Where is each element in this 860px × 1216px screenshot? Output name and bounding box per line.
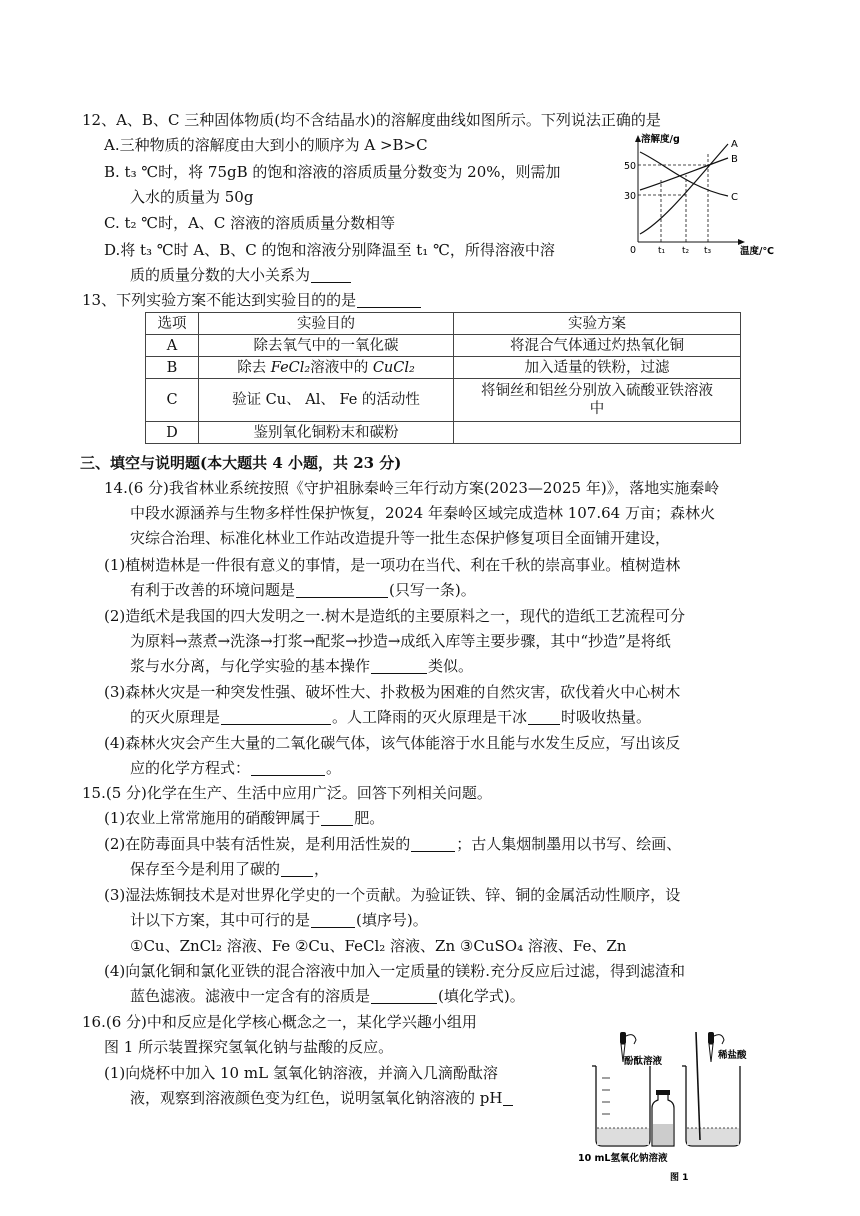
graph-t2: t₂ xyxy=(682,246,690,256)
q12-option-b-line1: B. t₃ ℃时，将 75gB 的饱和溶液的溶质质量分数变为 20%，则需加 xyxy=(104,163,561,181)
figure-1 xyxy=(578,1028,778,1188)
answer-blank[interactable] xyxy=(296,583,388,598)
q12-option-b-line2: 入水的质量为 50g xyxy=(130,188,254,206)
table-cell: B xyxy=(146,357,199,379)
table-header: 实验目的 xyxy=(199,313,454,335)
graph-xlabel: 温度/℃ xyxy=(740,246,774,257)
q14-part2-line3: 浆与水分离，与化学实验的基本操作 类似。 xyxy=(130,657,474,675)
dropper-icon xyxy=(708,1032,714,1044)
graph-origin: 0 xyxy=(630,245,637,256)
q14-part3-line2: 的灭火原理是 。人工降雨的灭火原理是干冰 时吸收热量。 xyxy=(130,708,652,726)
table-row xyxy=(146,357,741,379)
answer-blank[interactable] xyxy=(321,811,353,826)
table-cell: D xyxy=(146,422,199,444)
q14-part1-line2: 有利于改善的环境问题是 (只写一条)。 xyxy=(130,581,476,599)
table-cell: A xyxy=(146,335,199,357)
dropper-icon xyxy=(620,1032,626,1044)
q15-part3-options: ①Cu、ZnCl₂ 溶液、Fe ②Cu、FeCl₂ 溶液、Zn ③CuSO₄ 溶液、Fe、Zn xyxy=(130,937,627,955)
table-row xyxy=(146,422,741,444)
graph-t3: t₃ xyxy=(704,246,712,256)
table-cell: 除去氧气中的一氧化碳 xyxy=(199,335,454,357)
q16-line2: 图 1 所示装置探究氢氧化钠与盐酸的反应。 xyxy=(104,1038,394,1056)
answer-blank[interactable] xyxy=(221,710,331,725)
table-cell xyxy=(454,422,741,444)
q15-part2-line1: (2)在防毒面具中装有活性炭，是利用活性炭的 ；古人集烟制墨用以书写、绘画、 xyxy=(104,835,682,853)
q12-stem: 12、A、B、C 三种固体物质(均不含结晶水)的溶解度曲线如图所示。下列说法正确的是 xyxy=(82,111,661,129)
section-title: 三、填空与说明题(本大题共 4 小题，共 23 分) xyxy=(80,454,402,472)
graph-y30: 30 xyxy=(624,191,637,202)
table-cell: 验证 Cu、 Al、 Fe 的活动性 xyxy=(199,379,454,422)
answer-blank[interactable] xyxy=(528,710,560,725)
q14-part2-line1: (2)造纸术是我国的四大发明之一.树木是造纸的主要原料之一，现代的造纸工艺流程可分 xyxy=(104,607,686,625)
q12-option-d-line2: 质的质量分数的大小关系为 xyxy=(130,265,352,285)
graph-ylabel: 溶解度/g xyxy=(641,134,680,145)
answer-blank[interactable] xyxy=(503,1091,513,1106)
label-phenolphthalein: 酚酞溶液 xyxy=(624,1056,663,1067)
q13-stem: 13、下列实验方案不能达到实验目的的是 xyxy=(82,290,422,310)
q12-option-d-line1: D.将 t₃ ℃时 A、B、C 的饱和溶液分别降温至 t₁ ℃，所得溶液中溶 xyxy=(104,241,555,259)
q14-line3: 灾综合治理、标准化林业工作站改造提升等一批生态保护修复项目全面铺开建设， xyxy=(130,529,671,547)
q15-part3-line2: 计以下方案，其中可行的是 (填序号)。 xyxy=(130,911,428,929)
q15-part4-line1: (4)向氯化铜和氯化亚铁的混合溶液中加入一定质量的镁粉.充分反应后过滤，得到滤渣和 xyxy=(104,962,686,980)
q16-line1: 16.(6 分)中和反应是化学核心概念之一，某化学兴趣小组用 xyxy=(82,1013,477,1031)
table-header: 实验方案 xyxy=(454,313,741,335)
curve-b xyxy=(640,158,728,190)
glass-rod-icon xyxy=(696,1032,700,1140)
q15-stem: 15.(5 分)化学在生产、生活中应用广泛。回答下列相关问题。 xyxy=(82,784,492,802)
q16-part1-line1: (1)向烧杯中加入 10 mL 氢氧化钠溶液，并滴入几滴酚酞溶 xyxy=(104,1064,498,1082)
answer-blank[interactable] xyxy=(311,913,355,928)
table-row xyxy=(146,335,741,357)
table-row xyxy=(146,379,741,422)
table-cell: 将铜丝和铝丝分别放入硫酸亚铁溶液 中 xyxy=(454,379,741,422)
answer-blank[interactable] xyxy=(281,862,313,877)
answer-blank[interactable] xyxy=(371,659,427,674)
table-header: 选项 xyxy=(146,313,199,335)
q12-option-a: A.三种物质的溶解度由大到小的顺序为 A >B>C xyxy=(104,136,428,154)
graph-t1: t₁ xyxy=(658,246,666,256)
answer-blank[interactable] xyxy=(311,268,351,283)
graph-y50: 50 xyxy=(624,161,637,172)
answer-blank[interactable] xyxy=(251,761,325,776)
label-naoh: 10 mL氢氧化钠溶液 xyxy=(578,1153,668,1164)
q14-part2-line2: 为原料→蒸煮→洗涤→打浆→配浆→抄造→成纸入库等主要步骤，其中“抄造”是将纸 xyxy=(130,632,671,650)
q14-part4-line1: (4)森林火灾会产生大量的二氧化碳气体，该气体能溶于水且能与水发生反应，写出该反 xyxy=(104,734,681,752)
table-cell: 将混合气体通过灼热氧化铜 xyxy=(454,335,741,357)
q14-line2: 中段水源涵养与生物多样性保护恢复，2024 年秦岭区域完成造林 107.64 万亩；森林火 xyxy=(130,504,715,522)
q16-part1-line2: 液，观察到溶液颜色变为红色，说明氢氧化钠溶液的 pH xyxy=(130,1088,514,1108)
curve-c-label: C xyxy=(731,192,738,203)
answer-blank[interactable] xyxy=(357,293,421,308)
table-cell: 除去 FeCl₂溶液中的 CuCl₂ xyxy=(199,357,454,379)
q14-part1-line1: (1)植树造林是一件很有意义的事情，是一项功在当代、利在千秋的崇高事业。植树造林 xyxy=(104,556,681,574)
q14-part3-line1: (3)森林火灾是一种突发性强、破坏性大、扑救极为困难的自然灾害，砍伐着火中心树木 xyxy=(104,683,681,701)
table-cell: C xyxy=(146,379,199,422)
q15-part1: (1)农业上常常施用的硝酸钾属于 肥。 xyxy=(104,809,385,827)
q14-line1: 14.(6 分)我省林业系统按照《守护祖脉秦岭三年行动方案(2023—2025 年)》，落地实施秦岭 xyxy=(104,479,720,497)
experiment-table xyxy=(145,312,741,444)
q14-part4-line2: 应的化学方程式： 。 xyxy=(130,759,342,777)
answer-blank[interactable] xyxy=(411,837,455,852)
table-header-row xyxy=(146,313,741,335)
label-hcl: 稀盐酸 xyxy=(718,1050,747,1061)
q15-part2-line2: 保存至今是利用了碳的 ， xyxy=(130,860,330,878)
table-cell: 鉴别氧化铜粉末和碳粉 xyxy=(199,422,454,444)
figure-caption: 图 1 xyxy=(670,1173,689,1183)
answer-blank[interactable] xyxy=(371,989,437,1004)
q15-part4-line2: 蓝色滤液。滤液中一定含有的溶质是 (填化学式)。 xyxy=(130,987,525,1005)
curve-a xyxy=(640,144,728,234)
curve-a-label: A xyxy=(731,139,738,150)
table-cell: 加入适量的铁粉，过滤 xyxy=(454,357,741,379)
curve-b-label: B xyxy=(731,154,738,165)
solubility-graph xyxy=(620,130,790,258)
q15-part3-line1: (3)湿法炼铜技术是对世界化学史的一个贡献。为验证铁、锌、铜的金属活动性顺序，设 xyxy=(104,886,681,904)
q12-option-c: C. t₂ ℃时，A、C 溶液的溶质质量分数相等 xyxy=(104,214,396,232)
